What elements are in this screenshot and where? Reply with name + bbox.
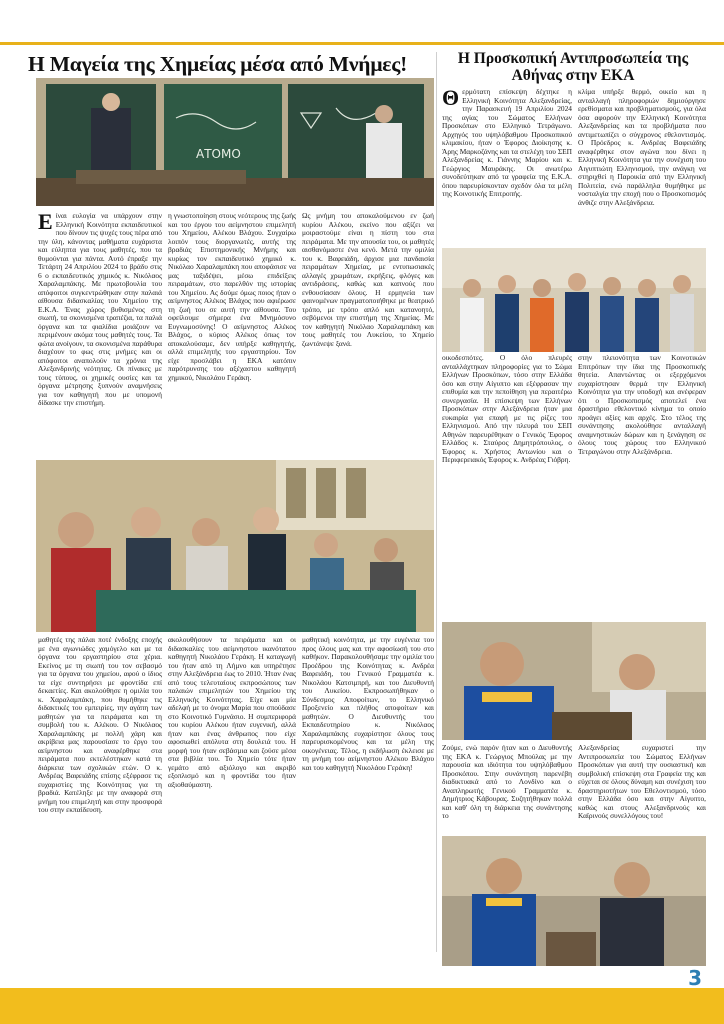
right-col2b-text: στην πλειονότητα των Κοινοτικών Επιτρόπων την ίδια της Προσκοπικής θητεία. Απαντώντας οι εξερχόμενοι ευχαρίστησαν θερμά την Ελληνική Κοινότητα για την υποδοχή και ανέφεραν ότι ο Προσκοπισμός αποτελεί ένα δραστήριο εθελοντικό κίνημα το οποίο προάγει αξίες και αρχές. Στο τέλος της συνάντησης ακολούθησε ανταλλαγή αναμνηστικών δώρων και η ξενάγηση σε όλους τους χώρους του Ελληνικού Τετραγώνου στην Αλεξάνδρεια. (578, 354, 706, 456)
lab-blackboard-photo (36, 78, 434, 206)
left-col2b-text: ακολουθήσουν τα πειράματα και οι διδασκαλίες του αείμνηστου ικανότατου καθηγητή Νικολάου Γεράκη. Η καταγωγή του ήταν από τη Λήμνο και υπηρέτησε στην Αλεξάνδρεια έως το 2010. Ήταν ένας από τους τελευταίους εκπροσώπους των παλαιών επιμελητών του Χημείου της Ελληνικής Κοινότητας. Είχε και μία αδελφή με το όνομα Μαρία που σπούδασε στο Κοινοτικό Γυμνάσιο. Η συμπεριφορά του κυρίου Αλέκου ήταν ευγενική, αλλά ήταν και ένας άνθρωπος που είχε αφοσιωθεί απόλυτα στη δουλειά του. Η μορφή του ήταν σεβάσμια και ζούσε μέσα στα βιβλία του. Το Χημείο τότε ήταν γεμάτο από αξιόλογο και ακριβό εξοπλισμό και η φροντίδα του ήταν αξιοθαύμαστη. (168, 636, 296, 789)
right-article-column-2 (578, 88, 706, 246)
right-article-column-1c (442, 744, 572, 834)
column-divider (436, 52, 437, 952)
right-col1b-text: οικοδεσπότες. Ο όλο πλευρές ανταλλάχτηκαν πληροφορίες για το Σώμα Ελλήνων Προσκόπων, τόσο στην Ελλάδα όσο και στην Αίγυπτο και εξέφρασαν την επιθυμία και την πεποίθηση για περαιτέρω συνεργασία. Η επίσκεψη των Ελλήνων Προσκόπων στην Αλεξάνδρεια ήταν μια ευκαιρία για επαφή με τις ρίζες του Ελληνισμού. Από την πλευρά του ΣΕΠ Αθηνών παρευρέθηκαν ο Γενικός Έφορος Ελλάδος κ. Σταύρος Δημητρόπουλος, ο Έφορος κ. Χρήστος Αντωνίου και ο Περιφερειακός Έφορος κ. Ανδρέας Γιόβρη. (442, 354, 572, 464)
scouts-group-photo (442, 248, 706, 352)
page-number: 3 (688, 966, 702, 990)
meeting-photo (442, 836, 706, 966)
scout-leader-photo (442, 622, 706, 740)
left-article-column-3b (302, 636, 434, 966)
left-col3-text: Ως μνήμη του αποκαλούμενου εν ζωή κυρίου Αλέκου, εκείνο που αξίζει να μοιραστούμε είναι η πίστη του στα πειράματα. Με την απουσία του, οι μαθητές αισθανόμαστε ένα κενό. Μετά την ομιλία του κ. Βαφειάδη, άρχισε μια πανδαισία πειραμάτων Χημείας, με εντυπωσιακές αλλαγές χρωμάτων, εκρήξεις, φλόγες και αντιδράσεις, καθώς και καπνούς που ενθουσίασαν όλους. Η ερμηνεία των φαινομένων πραγματοποιήθηκε με θεατρικό τρόπο, με τρόπο απλό και κατανοητό, σεβόμενοι την επιστήμη της Χημείας. Με τον καθηγητή Νικόλαο Χαραλαμπάκη και τους μαθητές του Λυκείου, το Χημείο ζωντάνεψε ξανά. (302, 212, 434, 348)
right-col2c-text: Αλεξανδρείας ευχαριστεί την Αντιπροσωπεία του Σώματος Ελλήνων Προσκόπων για αυτή την ουσιαστική και συμβολική επίσκεψη στα Γραφεία της και εύχεται σε όλους δύναμη και συνέχιση του δραστηριοτήτων του Εθελοντισμού, τόσο στην Ελλάδα όσο και στην Αίγυπτο, καθώς και στους Αλεξανδρινούς και Καϊρινούς συνελλόγους του! (578, 744, 706, 820)
svg-text:ΑΤΟΜΟ: ΑΤΟΜΟ (196, 147, 241, 161)
left-article-title: Η Μαγεία της Χημείας μέσα από Μνήμες! (28, 52, 408, 76)
top-gold-rule (0, 42, 724, 45)
audience-photo (36, 460, 434, 632)
right-col1c-text: Ζούμε, ενώ παρόν ήταν και ο Διευθυντής της ΕΚΑ κ. Γεώργιος Μπούλας με την παρουσία και ιδιότητα του υψηλόβαθμου Προσκόπου. Στην συνάντηση παρενέβη διαδικτυακά από το Λονδίνο και ο Αναπληρωτής Γενικού Γραμματέα κ. Δημήτριος Κάβουρας. Συζητήθηκαν πολλά και καθ' όλη τη διάρκεια της συνάντησης το (442, 744, 572, 820)
left-article-column-1 (38, 212, 162, 464)
left-article-column-2 (168, 212, 296, 464)
right-col2-text: κλίμα υπήρξε θερμό, οικείο και η ανταλλαγή πληροφοριών δημιούργησε ερεθίσματα και προβληματισμούς, για όλα όσα αφορούν την Ελληνική Κοινότητα Αλεξανδρείας και τα προβλήματα που αντιμετωπίζει ο σύγχρονος εθελοντισμός. Ο Πρόεδρος κ. Ανδρέας Βαφειάδης αναφέρθηκε στον αγώνα που δίνει η Ελληνική Κοινότητα για την συνέχιση του Αιγυπτιώτη Ελληνισμού, την ανάγκη να στηριχθεί η Παροικία από την Ελληνική Πολιτεία, ενώ παράλληλα θυμήθηκε με νοσταλγία την εποχή που ο Προσκοπισμός άνθιζε στην Αλεξάνδρεια. (578, 88, 706, 207)
left-col2-text: η γνωστοποίηση στους νεότερους της ζωής και του έργου του αείμνηστου επιμελητή του Χημείου, Αλέκου Βλάχου. Συγχαίρω λοιπόν τους διοργανωτές, αυτής της βραδιάς Επιστημονικής Μνήμης και κυρίως τον εκπαιδευτικό χημικό κ. Νικόλαο Χαραλαμπάκη που αποφάσισε να μας ταξιδέψει, μέσω επιδείξεις πειραμάτων, στο παρελθόν της ιστορίας του Χημείου. Ας δούμε όμως ποιος ήταν ο αείμνηστος Αλέκος Βλάχος που αφιέρωσε τη ζωή του σε αυτή την αίθουσα. Του οφείλουμε σήμερα ένα Μνημόσυνο Ευγνωμοσύνης! Ο αείμνηστος Αλέκος Βλάχος, ο κύριος Αλέκος όπως τον αποκαλούσαμε, δεν υπήρξε καθηγητής, αλλά επιμελητής του εργαστηρίου. Τον είχε προσλάβει η ΕΚΑ κατόπιν παρότρυνσης του αξέχαστου καθηγητή χημικού, Νικολάου Γεράκη. (168, 212, 296, 382)
left-article-column-2b (168, 636, 296, 966)
left-col1-text: ίναι ευλογία να υπάρχουν στην Ελληνική Κοινότητα εκπαιδευτικοί που δίνουν τις ψυχές τους πέρα από την ύλη, κάνοντας μαθήματα ευχάριστα και εύληπτα για τους μαθητές, που τα θυμούνται για πάντα. Αυτό έπραξε την Τετάρτη 24 Απριλίου 2024 το βράδυ στις 6 ο εκπαιδευτικός χημικός κ. Νικόλαος Χαραλαμπάκης. Με πρωτοβουλία του απόφοιτοι συγκεντρώθηκαν στην παλαιά αίθουσα διδασκαλίας του Χημείου της Ε.Κ.Α. Ένας χώρος βυθισμένος στη σιωπή, τα σκονισμένα τραπέζια, τα παλιά όργανα και τα φιαλίδια μοιάζουν να περιμένουν ακόμα τους μαθητές τους. Τα φώτα ανοίγουν, τα σκονισμένα παράθυρα διαχέουν το φως στις μνήμες και οι απόφοιτοι αναπολούν τα χρόνια της Αλεξανδρινής νεότητας. Οι πίνακες με τους τύπους, οι χημικές ουσίες και τα όργανα μέτρησης ξυπνούν αναμνήσεις για τον καθηγητή που με υπομονή δίδασκε την επιστήμη. (38, 212, 162, 407)
left-col3b-text: μαθητική κοινότητα, με την ευγένεια του προς όλους μας και την αφοσίωσή του στο καθήκον. Παρακολουθήσαμε την ομιλία του Προέδρου της Κοινότητας κ. Ανδρέα Βαφειάδη, του Γενικού Γραμματέα κ. Νικολάου Κατσιμπρή, και του Διευθυντή του Λυκείου. Εκπροσωπήθηκαν ο Σύνδεσμος Αποφοίτων, το Ελληνικό Προξενείο και πλήθος αποφοίτων και μαθητών. Ο Διευθυντής του Εκπαιδευτηρίου κ. Νικόλαος Χαραλαμπάκης ευχαρίστησε όλους τους παρευρισκομένους και τα μέλη της οικογένειας. Τέλος, η εκδήλωση έκλεισε με τη μνήμη του αείμνηστου Αλέκου Βλάχου και του καθηγητή Νικολάου Γεράκη! (302, 636, 434, 772)
left-article-column-3 (302, 212, 434, 464)
right-article-title: Η Προσκοπική Αντιπροσωπεία της Αθήνας στην ΕΚΑ (457, 50, 689, 84)
dropcap: Ε (38, 212, 53, 234)
dropcap-right: Θ (442, 88, 460, 110)
right-article-column-1b (442, 354, 572, 604)
right-article-column-1 (442, 88, 572, 246)
left-col1b-text: μαθητές της πάλαι ποτέ ένδοξης εποχής με ένα αγωνιώδες χαμόγελο και με τα όργανα του εργαστηρίου στα χέρια. Εκείνος με τη σιωπή του τον σεβασμό για τα όργανα του χημείου, αφού ο ίδιος τα είχε συντηρήσει με φροντίδα επί δεκαετίες. Και ακολούθησε η ομιλία του κ. Χαραλαμπάκη, που θυμήθηκε τις διδακτικές του εμπειρίες, την αγάπη των μαθητών για τα πειράματα και τη συμβολή του κ. Αλέκου. Ο Νικόλαος Χαραλαμπάκης με πολλή χάρη και ακρίβεια μας παρουσίασε το έργο του αείμνηστου και αναφέρθηκε στα πειράματα που εκτελέστηκαν κατά τη διάρκεια των σχολικών ετών. Ο κ. Ανδρέας Βαφειάδης επίσης εξέφρασε τις ευχαριστίες της Κοινότητας για τη βραδιά. Κατέληξε με την αναφορά στη μνήμη του επιμελητή και στην προσφορά του στην εκπαίδευση. (38, 636, 162, 814)
bottom-gold-bar (0, 988, 724, 1024)
right-article-column-2c (578, 744, 706, 834)
right-col1-text: ερμότατη επίσκεψη δέχτηκε η Ελληνική Κοινότητα Αλεξανδρείας, την Παρασκευή 19 Απριλίου 2024 της αγίας του Σώματος Ελλήνων Προσκόπων στο Ελληνικό Τετράγωνο. Αρχηγός του υψηλόβαθμου Προσκοπικού κλιμακίου, ήταν ο Έφορος Διοίκησης κ. Άρης Μαρκοζάνης και τα στελέχη του ΣΕΠ Αλεξανδρείας κ. Γιάννης Μαρίου και κ. Γεώργιος Μαυράκης. Οι ανωτέρω συνοδεύτηκαν από τα γραφεία της Ε.Κ.Α. όπου παρευρίσκονταν σχεδόν όλα τα μέλη της Κοινοτικής Επιτροπής. (442, 88, 572, 198)
right-article-column-2b (578, 354, 706, 604)
left-article-column-1b (38, 636, 162, 966)
